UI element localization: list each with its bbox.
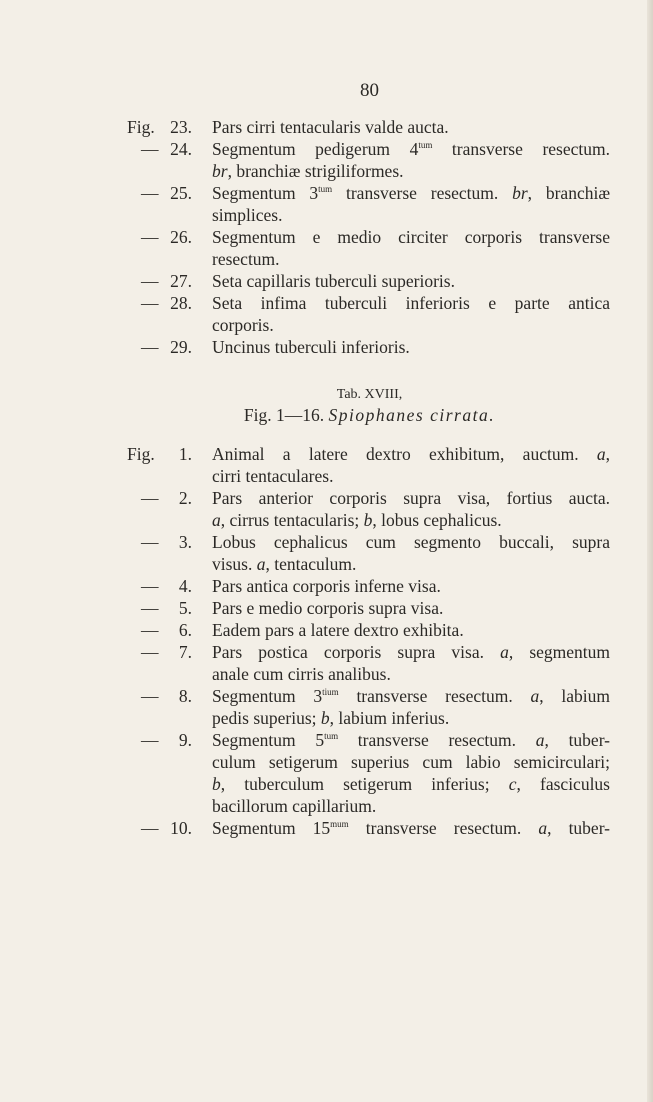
legend-text: Segmentum e medio circiter corporis transverse bbox=[212, 227, 610, 247]
figure-number: 4. bbox=[178, 576, 192, 596]
legend-text: simplices. bbox=[212, 205, 283, 225]
figure-number: 3. bbox=[178, 532, 192, 552]
figure-number: 10. bbox=[170, 818, 192, 838]
figure-label bbox=[127, 116, 192, 138]
legend-line bbox=[0, 270, 653, 292]
legend-text: anale cum cirris analibus. bbox=[212, 664, 391, 684]
legend-line bbox=[0, 204, 653, 226]
figure-label-prefix: — bbox=[141, 576, 159, 596]
legend-text: b, tuberculum setigerum inferius; c, fasciculus bbox=[212, 774, 610, 794]
legend-text: Segmentum $15^{mum}$ transverse resectum. a, tuber- bbox=[212, 818, 610, 838]
figure-number: 9. bbox=[178, 730, 192, 750]
legend-line bbox=[0, 619, 653, 641]
figure-number: 29. bbox=[170, 337, 192, 357]
figure-label-prefix: — bbox=[141, 139, 159, 159]
legend-text: visus. a, tentaculum. bbox=[212, 554, 357, 574]
figure-number: 27. bbox=[170, 271, 192, 291]
figure-label-prefix: — bbox=[141, 488, 159, 508]
page-number: 80 bbox=[360, 80, 379, 101]
figure-label-prefix: — bbox=[141, 532, 159, 552]
legend-text: corporis. bbox=[212, 315, 274, 335]
legend-line bbox=[0, 248, 653, 270]
figure-label-prefix: — bbox=[141, 337, 159, 357]
legend-text: cirri tentaculares. bbox=[212, 466, 334, 486]
legend-line bbox=[0, 443, 653, 465]
legend-text: Segmentum $3^{tium}$ transverse resectum. a, labium bbox=[212, 686, 610, 706]
figure-label-prefix: — bbox=[141, 183, 159, 203]
legend-line bbox=[0, 226, 653, 248]
legend-text: Seta infima tuberculi inferioris e parte antica bbox=[212, 293, 610, 313]
figure-number: 23. bbox=[170, 117, 192, 137]
legend-line bbox=[0, 314, 653, 336]
legend-line bbox=[0, 116, 653, 138]
legend-text: Animal a latere dextro exhibitum, auctum. a, bbox=[212, 444, 610, 464]
legend-text: Segmentum $3^{tum}$ transverse resectum. br, branchiæ bbox=[212, 183, 611, 203]
legend-line bbox=[0, 751, 653, 773]
legend-text: culum setigerum superius cum labio semicirculari; bbox=[212, 752, 610, 772]
figure-label-prefix: — bbox=[141, 818, 159, 838]
legend-text: Pars postica corporis supra visa. a, segmentum bbox=[212, 642, 610, 662]
species-name: Spiophanes cirrata. bbox=[328, 405, 496, 425]
legend-line bbox=[0, 773, 653, 795]
figure-range: Fig. 1—16. bbox=[243, 405, 325, 425]
figure-label-prefix: Fig. bbox=[127, 117, 155, 137]
figure-legend-list-second bbox=[0, 443, 653, 839]
figure-label-prefix: — bbox=[141, 730, 159, 750]
legend-text: Eadem pars a latere dextro exhibita. bbox=[212, 620, 464, 640]
figure-label-prefix: — bbox=[141, 293, 159, 313]
legend-text: Pars anterior corporis supra visa, fortius aucta. bbox=[212, 488, 610, 508]
figure-number: 26. bbox=[170, 227, 192, 247]
figure-range-heading bbox=[0, 404, 653, 426]
legend-text: resectum. bbox=[212, 249, 280, 269]
legend-line bbox=[0, 160, 653, 182]
legend-text: Pars e medio corporis supra visa. bbox=[212, 598, 444, 618]
legend-text: a, cirrus tentacularis; b, lobus cephalicus. bbox=[212, 510, 502, 530]
figure-number: 8. bbox=[178, 686, 192, 706]
figure-label-prefix: — bbox=[141, 620, 159, 640]
legend-text: Pars cirri tentacularis valde aucta. bbox=[212, 117, 449, 137]
legend-line bbox=[0, 138, 653, 160]
legend-text: Seta capillaris tuberculi superioris. bbox=[212, 271, 455, 291]
legend-line bbox=[0, 795, 653, 817]
legend-line bbox=[0, 707, 653, 729]
legend-text: Lobus cephalicus cum segmento buccali, supra bbox=[212, 532, 610, 552]
legend-text: bacillorum capillarium. bbox=[212, 796, 377, 816]
legend-line bbox=[0, 817, 653, 839]
figure-number: 5. bbox=[178, 598, 192, 618]
figure-label-prefix: — bbox=[141, 227, 159, 247]
legend-line bbox=[0, 531, 653, 553]
legend-line bbox=[0, 553, 653, 575]
legend-line bbox=[0, 729, 653, 751]
figure-number: 6. bbox=[178, 620, 192, 640]
figure-number: 7. bbox=[178, 642, 192, 662]
legend-text: br, branchiæ strigiliformes. bbox=[212, 161, 404, 181]
legend-line bbox=[0, 336, 653, 358]
legend-line bbox=[0, 575, 653, 597]
figure-label-prefix: — bbox=[141, 271, 159, 291]
legend-text: Uncinus tuberculi inferioris. bbox=[212, 337, 410, 357]
legend-line bbox=[0, 685, 653, 707]
figure-label-prefix: Fig. bbox=[127, 444, 155, 464]
figure-label bbox=[127, 443, 192, 465]
plate-title: Tab. XVIII, bbox=[336, 387, 403, 402]
figure-label-prefix: — bbox=[141, 686, 159, 706]
figure-number: 28. bbox=[170, 293, 192, 313]
legend-line bbox=[0, 641, 653, 663]
legend-line bbox=[0, 663, 653, 685]
legend-line bbox=[0, 292, 653, 314]
figure-number: 24. bbox=[170, 139, 192, 159]
legend-text: Segmentum $5^{tum}$ transverse resectum. a, tuber- bbox=[212, 730, 611, 750]
figure-number: 2. bbox=[178, 488, 192, 508]
legend-text: Pars antica corporis inferne visa. bbox=[212, 576, 441, 596]
legend-line bbox=[0, 487, 653, 509]
figure-number: 25. bbox=[170, 183, 192, 203]
legend-line bbox=[0, 465, 653, 487]
legend-text: pedis superius; b, labium inferius. bbox=[212, 708, 450, 728]
figure-number: 1. bbox=[178, 444, 192, 464]
figure-label-prefix: — bbox=[141, 642, 159, 662]
figure-legend-list-first bbox=[0, 116, 653, 358]
legend-text: Segmentum pedigerum $4^{tum}$ transverse resectum. bbox=[212, 139, 610, 159]
legend-line bbox=[0, 182, 653, 204]
legend-line bbox=[0, 509, 653, 531]
figure-label-prefix: — bbox=[141, 598, 159, 618]
legend-line bbox=[0, 597, 653, 619]
